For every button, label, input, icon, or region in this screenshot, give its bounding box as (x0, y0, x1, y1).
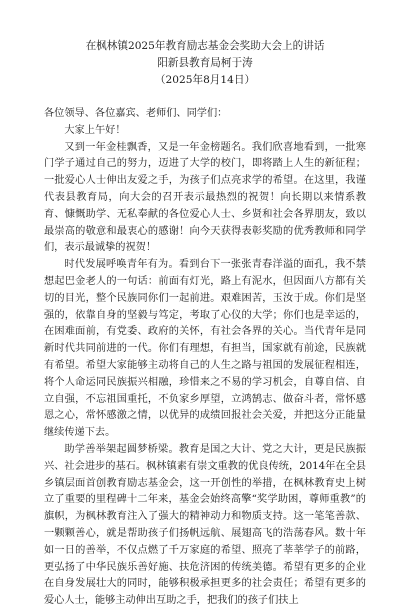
title-block (44, 38, 366, 89)
paragraph-opening: 又到一年金桂飘香，又是一年金榜题名。我们欣喜地看到，一批寒门学子通过自己的努力，迈进了大学的校门，即将踏上人生的新征程；一批爱心人士伸出友爱之手，为孩子们点亮求学的希望。在这里，我谨代表县教育局，向大会的召开表示最热烈的祝贺！向长期以来情系教育、慷慨助学、无私奉献的各位爱心人士、乡贤和社会各界朋友，致以最崇高的敬意和最衷心的感谢！向今天获得表彰奖励的优秀教师和同学们，表示最诚挚的祝贺！ (44, 141, 366, 254)
paragraph-charity: 助学善举架起圆梦桥梁。教育是国之大计、党之大计，更是民族振兴、社会进步的基石。枫林镇素有崇文重教的优良传统，2014年在全县乡镇层面首创教育励志基金会，这一开创性的举措，在枫林教育史上树立了重要的里程碑十二年来，基金会始终高擎“奖学助困，尊师重教”的旗帜，为枫林教育注入了强大的精神动力和物质支持。这一笔笔善款、一颗颗善心，就是帮助孩子们扬帆远航、展翅高飞的浩荡春风。数十年如一日的善举，不仅点燃了千万家庭的希望、照亮了莘莘学子的前路，更弘扬了中华民族乐善好施、扶危济困的传统美德。希望有更多的企业在自身发展壮大的同时，能够积极承担更多的社会责任；希望有更多的爱心人士，能够主动伸出互助之手，把我们的孩子们扶上 (44, 443, 366, 607)
speaker-line: 阳新县教育局柯于涛 (157, 57, 253, 69)
paragraph-youth: 时代发展呼唤青年有为。看到台下一张张青春洋溢的面孔，我不禁想起巴金老人的一句话：前面有灯光，路上有泥水，但因面八方都有关切的目光，整个民族同你们一起前进。艰难困苦，玉汝于成。你们是坚强的，依靠自身的坚毅与笃定，考取了心仪的大学；你们也是幸运的，在困难面前，有党委、政府的关怀，有社会各界的关心。当代青年是同新时代共同前进的一代。你们有理想，有担当，国家就有前途，民族就有希望。希望大家能够主动将自己的人生之路与祖国的发展征程相连，将个人命运同民族振兴相融，珍惜来之不易的学习机会，自尊自信、自立自强，不忘祖国重托，不负家乡厚望，立鸿鹄志、做奋斗者，常怀感恩之心，常怀感激之情，以优异的成绩回报社会关爱，并把这分正能量继续传递下去。 (44, 259, 366, 439)
salutation: 各位领导、各位嘉宾、老师们、同学们： (44, 108, 228, 119)
speech-title: 在枫林镇2025年教育励志基金会奖助大会上的讲话 (85, 40, 325, 52)
date-line: （2025年8月14日） (154, 74, 256, 86)
greeting: 大家上午好！ (64, 124, 126, 136)
